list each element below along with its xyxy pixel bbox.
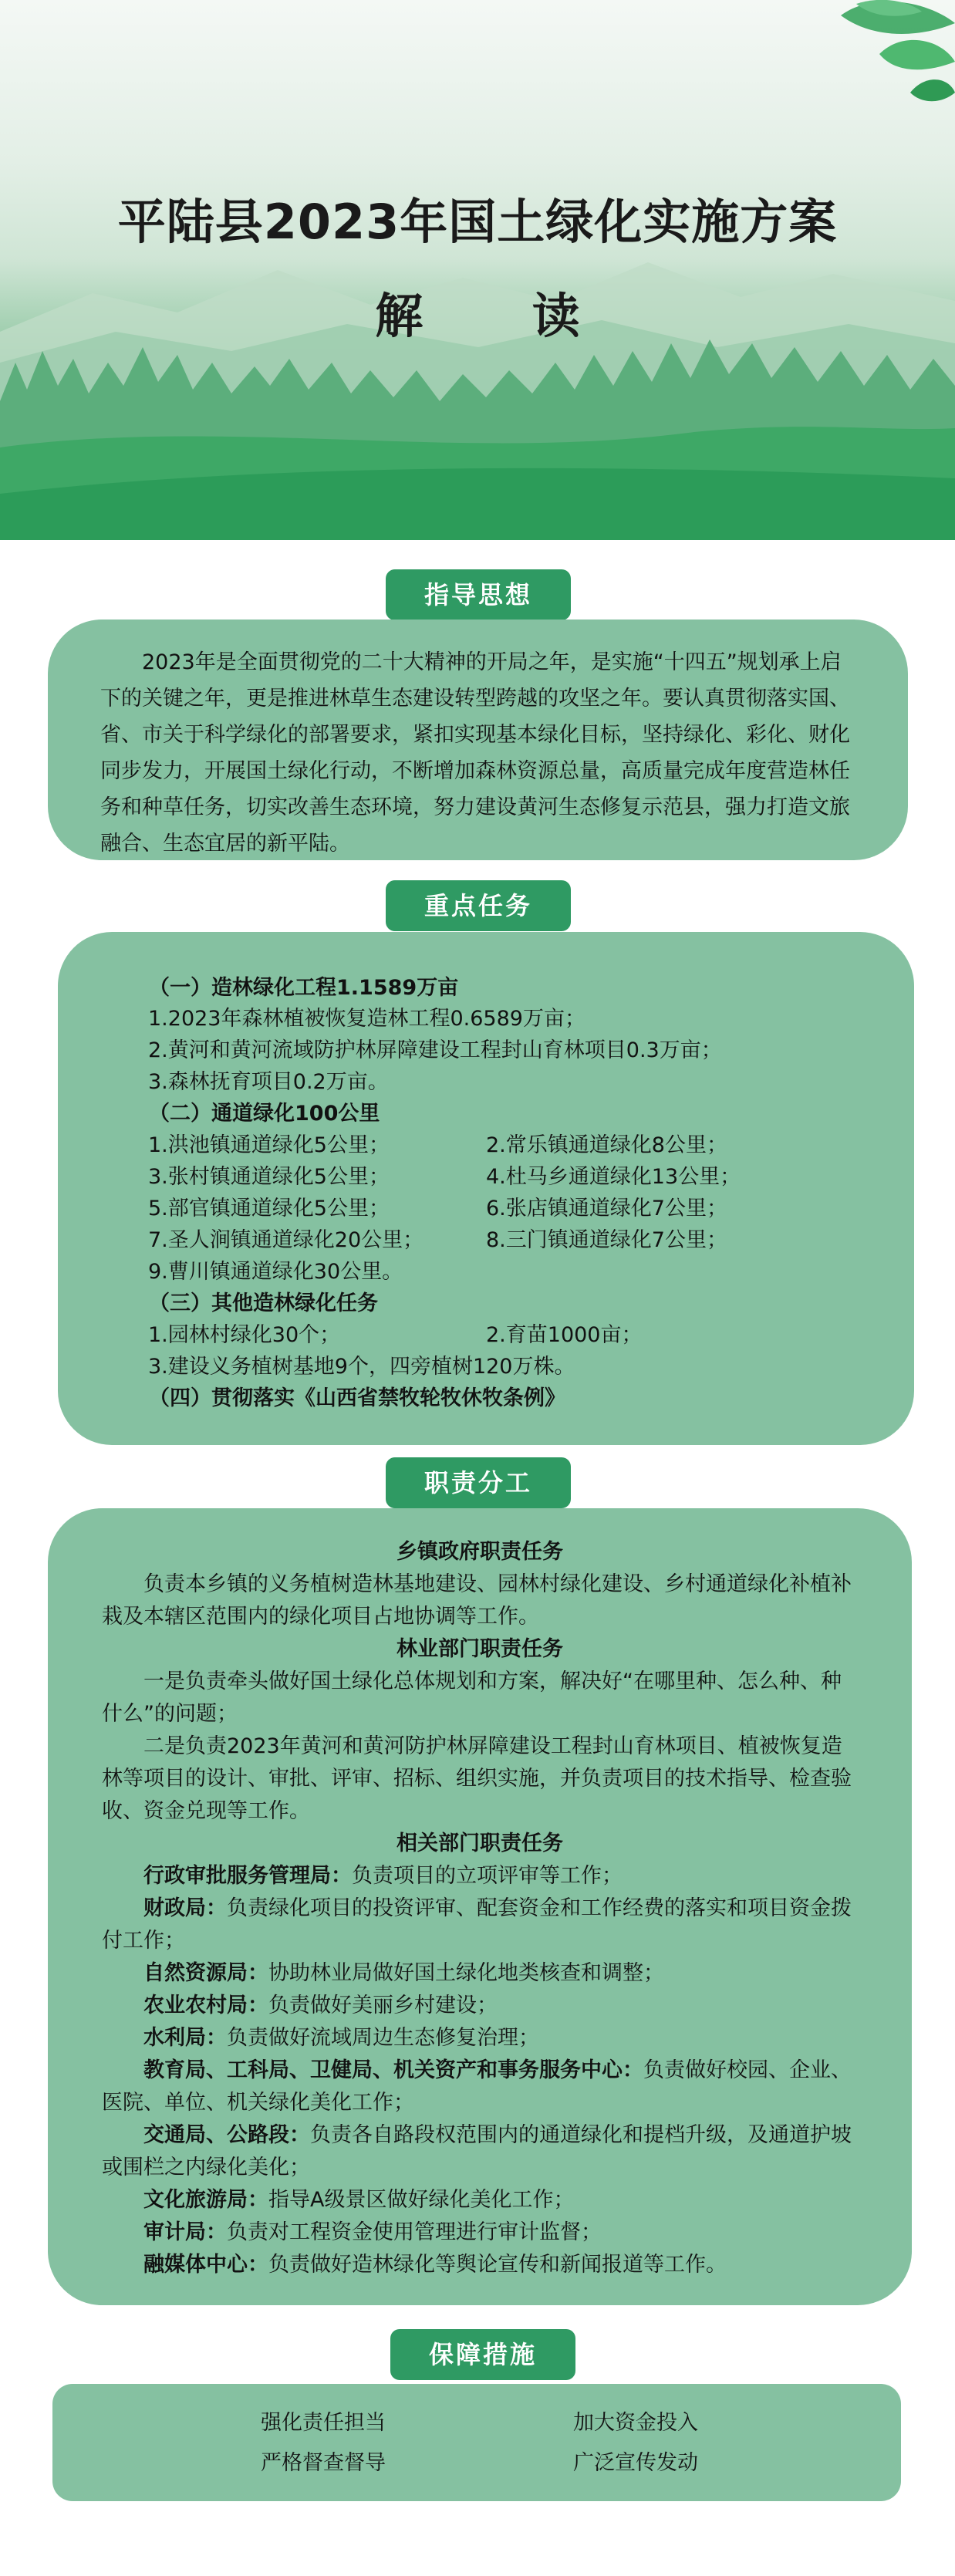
measures-panel (52, 2384, 901, 2501)
task-heading-2: （二）通道绿化100公里 (149, 1102, 380, 1126)
forestry-heading: 林业部门职责任务 (397, 1637, 563, 1661)
department-duty: 指导A级景区做好绿化美化工作； (268, 2188, 575, 2212)
forestry-text-1: 一是负责牵头做好国土绿化总体规划和方案，解决好“在哪里种、怎么种、种什么”的问题； (102, 1670, 842, 1726)
department-duty: 负责绿化项目的投资评审、配套资金和工作经费的落实和项目资金拨付工作； (102, 1896, 852, 1953)
task-item: 3.森林抚育项目0.2万亩。 (148, 1070, 389, 1094)
task-item: 9.曹川镇通道绿化30公里。 (148, 1260, 403, 1284)
department-entry (102, 1957, 858, 1990)
measure-item: 加大资金投入 (573, 2411, 698, 2435)
tasks-tag: 重点任务 (386, 880, 571, 931)
department-name: 财政局： (143, 1896, 227, 1920)
guiding-tag: 指导思想 (386, 569, 571, 620)
task-item: 4.杜马乡通道绿化13公里； (486, 1165, 741, 1189)
department-entry (102, 2249, 858, 2281)
department-duty: 负责对工程资金使用管理进行审计监督； (227, 2220, 602, 2244)
page-subtitle: 解 读 (375, 288, 626, 344)
department-duty: 协助林业局做好国土绿化地类核查和调整； (268, 1961, 664, 1985)
department-entry (102, 2119, 858, 2184)
department-name: 自然资源局： (143, 1961, 268, 1985)
task-item: 3.建设义务植树基地9个，四旁植树120万株。 (148, 1355, 575, 1379)
task-heading-4: （四）贯彻落实《山西省禁牧轮牧休牧条例》 (149, 1386, 565, 1410)
hero-banner (0, 0, 955, 540)
forest-illustration (0, 0, 955, 540)
task-item: 2.黄河和黄河流域防护林屏障建设工程封山育林项目0.3万亩； (148, 1038, 722, 1062)
department-entry (102, 2184, 858, 2216)
measure-item: 严格督查督导 (261, 2451, 386, 2475)
task-item: 1.园林村绿化30个； (148, 1323, 341, 1347)
task-item: 7.圣人涧镇通道绿化20公里； (148, 1228, 424, 1252)
township-text: 负责本乡镇的义务植树造林基地建设、园林村绿化建设、乡村通道绿化补植补栽及本辖区范围内的绿化项目占地协调等工作。 (102, 1572, 852, 1629)
task-item: 1.2023年森林植被恢复造林工程0.6589万亩； (148, 1007, 585, 1031)
guiding-text: 2023年是全面贯彻党的二十大精神的开局之年，是实施“十四五”规划承上启下的关键之年，更是推进林草生态建设转型跨越的攻坚之年。要认真贯彻落实国、省、市关于科学绿化的部署要求，紧扣实现基本绿化目标，坚持绿化、彩化、财化同步发力，开展国土绿化行动，不断增加森林资源总量，高质量完成年度营造林任务和种草任务，切实改善生态环境，努力建设黄河生态修复示范县，强力打造文旅融合、生态宜居的新平陆。 (100, 650, 850, 856)
department-entry (102, 1892, 858, 1957)
department-name: 农业农村局： (143, 1994, 268, 2017)
department-name: 交通局、公路段： (143, 2123, 310, 2147)
task-item: 6.张店镇通道绿化7公里； (486, 1197, 727, 1220)
task-heading-1: （一）造林绿化工程1.1589万亩 (149, 976, 459, 1000)
task-item: 5.部官镇通道绿化5公里； (148, 1197, 390, 1220)
forestry-text-2: 二是负责2023年黄河和黄河防护林屏障建设工程封山育林项目、植被恢复造林等项目的设计、审批、评审、招标、组织实施，并负责项目的技术指导、检查验收、资金兑现等工作。 (102, 1734, 852, 1823)
tasks-panel (58, 932, 914, 1445)
page-title: 平陆县2023年国土绿化实施方案 (117, 194, 838, 250)
leaf-icon (841, 0, 955, 101)
department-entry (102, 2022, 858, 2054)
duties-tag: 职责分工 (386, 1457, 571, 1508)
task-item: 2.育苗1000亩； (486, 1323, 643, 1347)
department-name: 教育局、工科局、卫健局、机关资产和事务服务中心： (143, 2058, 643, 2082)
department-duty: 负责做好流域周边生态修复治理； (227, 2026, 539, 2050)
related-heading: 相关部门职责任务 (397, 1832, 563, 1855)
measure-item: 强化责任担当 (261, 2411, 386, 2435)
task-heading-3: （三）其他造林绿化任务 (149, 1291, 378, 1315)
task-item: 3.张村镇通道绿化5公里； (148, 1165, 390, 1189)
department-entry (102, 2216, 858, 2249)
department-name: 审计局： (143, 2220, 227, 2244)
task-item: 1.洪池镇通道绿化5公里； (148, 1133, 390, 1157)
department-list (102, 1860, 858, 2281)
department-name: 文化旅游局： (143, 2188, 268, 2212)
measure-item: 广泛宣传发动 (573, 2451, 698, 2475)
department-entry (102, 2054, 858, 2119)
department-duty: 负责做好美丽乡村建设； (268, 1994, 498, 2017)
department-duty: 负责项目的立项评审等工作； (352, 1864, 623, 1888)
task-item: 8.三门镇通道绿化7公里； (486, 1228, 727, 1252)
duties-panel (48, 1508, 912, 2305)
department-name: 融媒体中心： (143, 2253, 268, 2277)
township-heading: 乡镇政府职责任务 (397, 1540, 563, 1564)
guiding-panel (48, 620, 908, 860)
department-entry (102, 1860, 858, 1892)
task-item: 2.常乐镇通道绿化8公里； (486, 1133, 727, 1157)
department-duty: 负责做好校园、企业、医院、单位、机关绿化美化工作； (102, 2058, 852, 2115)
department-entry (102, 1990, 858, 2022)
department-name: 行政审批服务管理局： (143, 1864, 352, 1888)
department-duty: 负责各自路段权范围内的通道绿化和提档升级，及通道护坡或围栏之内绿化美化； (102, 2123, 852, 2179)
department-duty: 负责做好造林绿化等舆论宣传和新闻报道等工作。 (268, 2253, 727, 2277)
measures-tag: 保障措施 (390, 2329, 575, 2380)
department-name: 水利局： (143, 2026, 227, 2050)
